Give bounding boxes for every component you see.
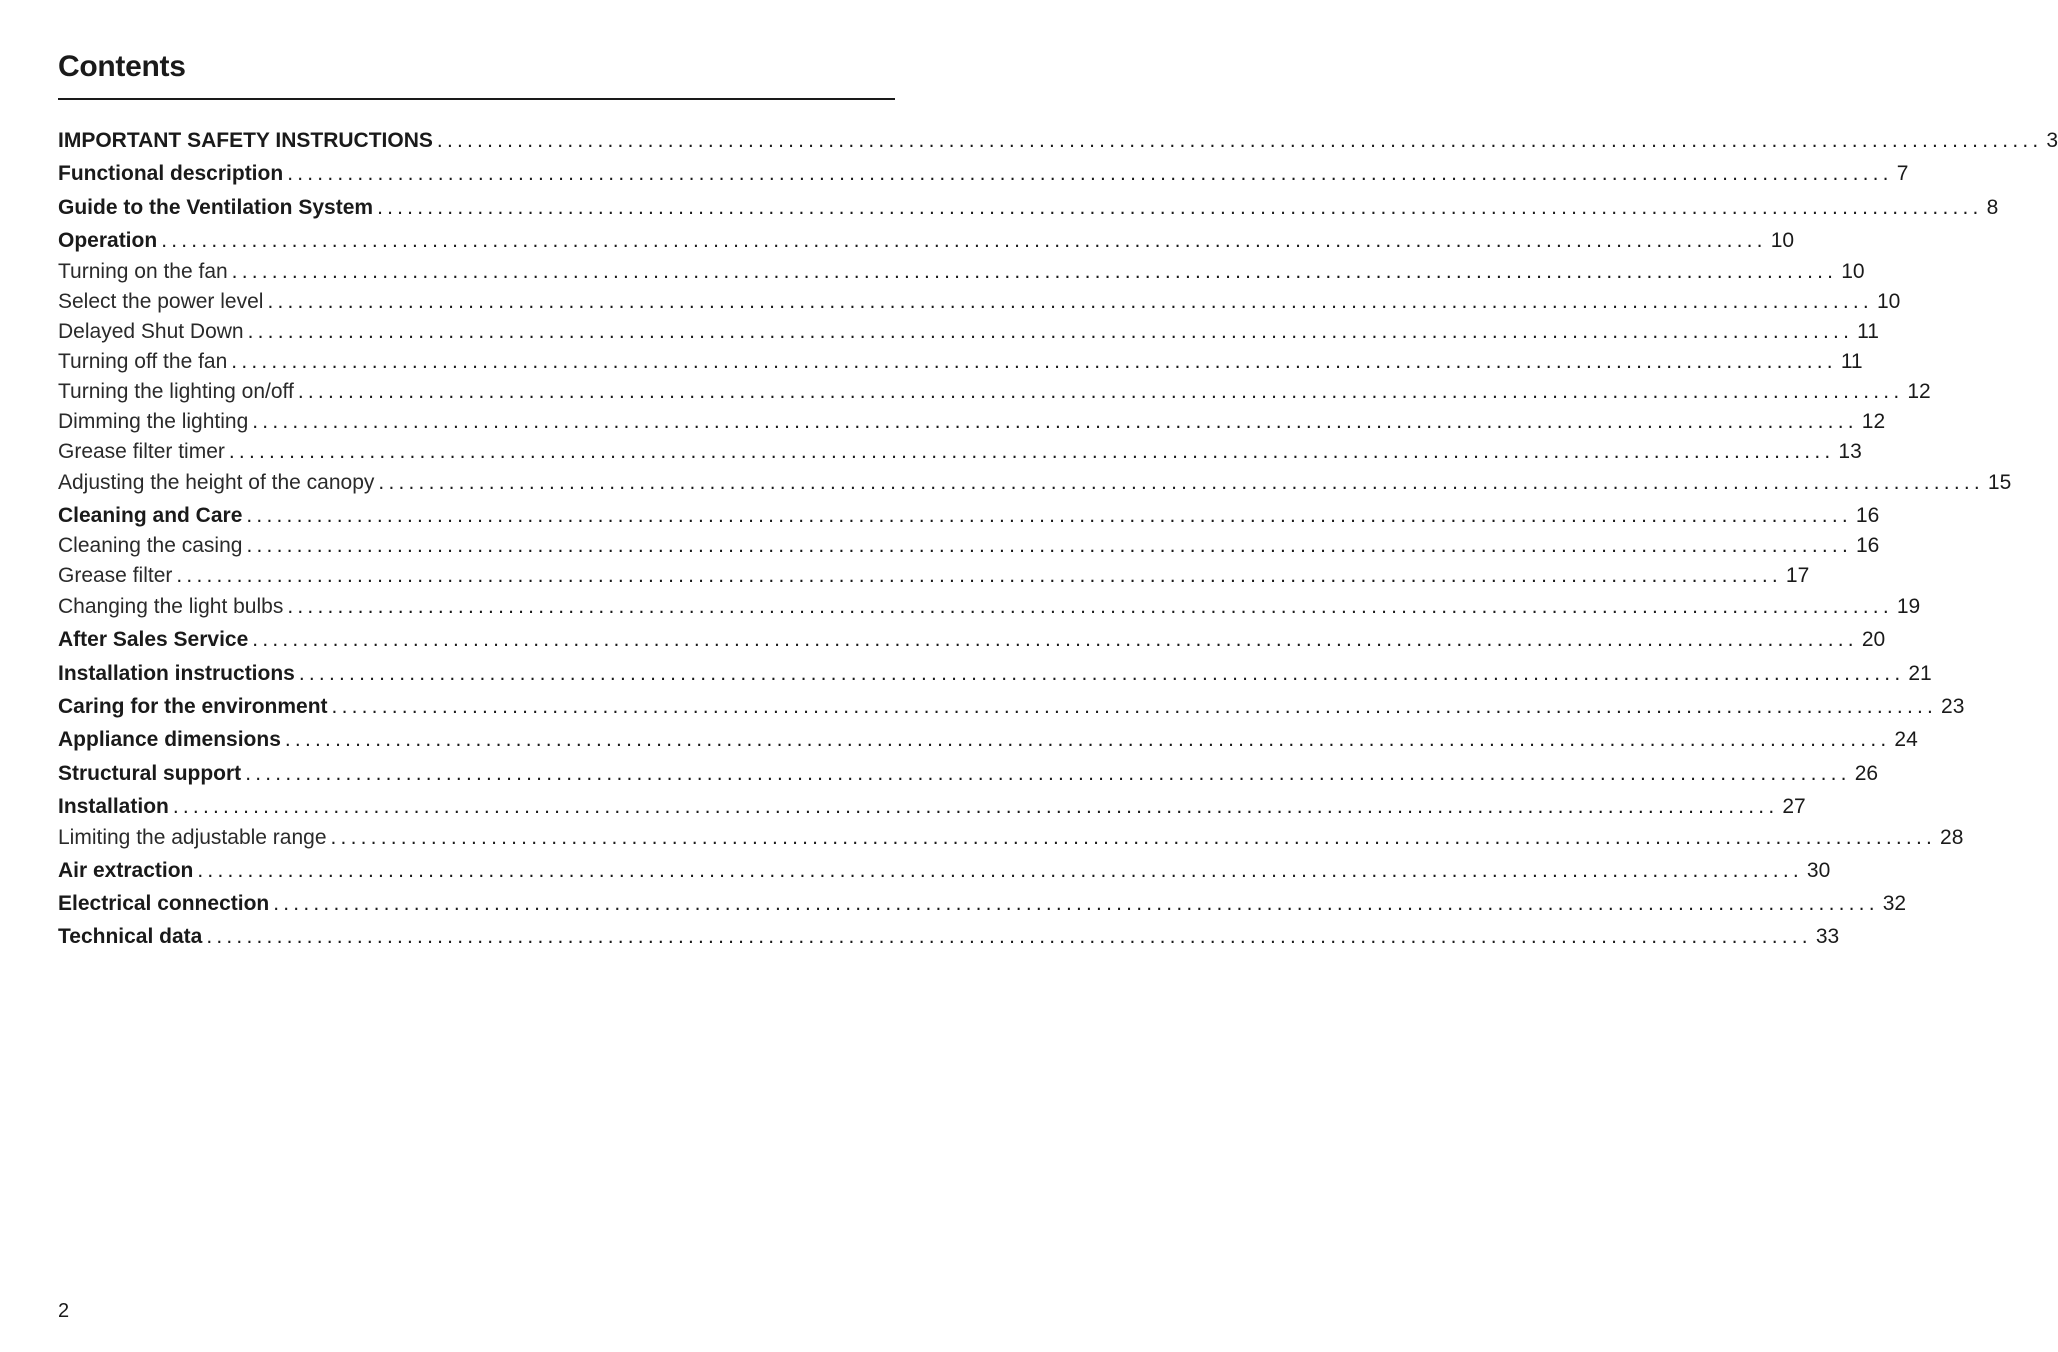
toc-dot-leader: ................................................................................................................................................................ — [377, 196, 1983, 219]
toc-dot-leader: ................................................................................................................................................................ — [231, 260, 1838, 283]
toc-entry[interactable] — [58, 562, 1810, 590]
toc-entry-label: Turning the lighting on/off — [58, 380, 294, 403]
toc-entry-page: 3 — [2046, 129, 2058, 152]
toc-entry-page: 15 — [1987, 471, 2012, 494]
toc-dot-leader: ................................................................................................................................................................ — [436, 129, 2043, 152]
toc-entry-label: Turning on the fan — [58, 260, 228, 283]
toc-dot-leader: ................................................................................................................................................................ — [197, 859, 1803, 882]
toc-dot-leader: ................................................................................................................................................................ — [297, 380, 1904, 403]
toc-dot-leader: ................................................................................................................................................................ — [231, 350, 1837, 373]
toc-entry-page: 24 — [1894, 728, 1918, 751]
toc-entry-label: IMPORTANT SAFETY INSTRUCTIONS — [58, 129, 433, 152]
toc-entry-page: 12 — [1907, 380, 1931, 403]
toc-entry[interactable] — [58, 502, 1880, 530]
toc-entry[interactable] — [58, 660, 1932, 688]
toc-entry-page: 21 — [1908, 662, 1932, 685]
toc-entry-page: 10 — [1841, 260, 1865, 283]
toc-entry-label: Installation — [58, 795, 169, 818]
toc-dot-leader: ................................................................................................................................................................ — [161, 229, 1767, 252]
toc-entry[interactable] — [58, 438, 1862, 466]
toc-entry-label: Guide to the Ventilation System — [58, 196, 374, 219]
toc-entry[interactable] — [58, 408, 1886, 436]
toc-dot-leader: ................................................................................................................................................................ — [267, 290, 1873, 313]
toc-entry-page: 17 — [1785, 564, 1810, 587]
toc-entry-label: Adjusting the height of the canopy — [58, 471, 375, 494]
toc-entry[interactable] — [58, 793, 1806, 821]
toc-entry-label: Limiting the adjustable range — [58, 826, 327, 849]
toc-entry[interactable] — [58, 160, 1909, 188]
toc-entry-page: 10 — [1876, 290, 1901, 313]
toc-entry[interactable] — [58, 469, 2012, 497]
toc-entry-page: 16 — [1855, 534, 1880, 557]
toc-entry-page: 33 — [1815, 925, 1840, 948]
toc-entry[interactable] — [58, 626, 1886, 654]
toc-entry[interactable] — [58, 726, 1918, 754]
toc-dot-leader: ................................................................................................................................................................ — [287, 595, 1893, 618]
toc-dot-leader: ................................................................................................................................................................ — [330, 826, 1937, 849]
toc-entry-page: 30 — [1806, 859, 1831, 882]
toc-entry[interactable] — [58, 318, 1879, 346]
toc-entry-page: 12 — [1861, 410, 1886, 433]
toc-entry[interactable] — [58, 760, 1879, 788]
toc-dot-leader: ................................................................................................................................................................ — [206, 925, 1812, 948]
toc-entry-label: Technical data — [58, 925, 203, 948]
toc-entry-label: Grease filter — [58, 564, 173, 587]
toc-entry-label: Installation instructions — [58, 662, 295, 685]
toc-entry-page: 11 — [1840, 350, 1863, 373]
toc-dot-leader: ................................................................................................................................................................ — [378, 471, 1984, 494]
page-title: Contents — [58, 50, 186, 83]
toc-entry-label: Appliance dimensions — [58, 728, 281, 751]
toc-entry-label: Operation — [58, 229, 158, 252]
toc-entry-label: Select the power level — [58, 290, 264, 313]
toc-entry-label: Turning off the fan — [58, 350, 228, 373]
toc-entry-page: 27 — [1782, 795, 1806, 818]
toc-entry[interactable] — [58, 258, 1865, 286]
toc-entry-page: 32 — [1882, 892, 1907, 915]
toc-entry[interactable] — [58, 693, 1965, 721]
toc-dot-leader: ................................................................................................................................................................ — [287, 162, 1893, 185]
toc-entry-label: After Sales Service — [58, 628, 249, 651]
toc-entry[interactable] — [58, 824, 1964, 852]
toc-dot-leader: ................................................................................................................................................................ — [246, 504, 1852, 527]
toc-entry[interactable] — [58, 127, 2058, 155]
toc-entry-label: Cleaning the casing — [58, 534, 243, 557]
toc-entry-page: 10 — [1770, 229, 1795, 252]
toc-entry-page: 23 — [1941, 695, 1965, 718]
toc-entry-label: Functional description — [58, 162, 284, 185]
toc-entry-label: Electrical connection — [58, 892, 270, 915]
toc-dot-leader: ................................................................................................................................................................ — [298, 662, 1905, 685]
toc-dot-leader: ................................................................................................................................................................ — [172, 795, 1779, 818]
toc-entry[interactable] — [58, 923, 1840, 951]
toc-entry[interactable] — [58, 288, 1901, 316]
toc-dot-leader: ................................................................................................................................................................ — [228, 440, 1835, 463]
toc-entry-page: 7 — [1896, 162, 1909, 185]
toc-entry-label: Changing the light bulbs — [58, 595, 284, 618]
toc-entry-label: Grease filter timer — [58, 440, 225, 463]
toc-entry[interactable] — [58, 857, 1831, 885]
page-number: 2 — [58, 1300, 70, 1322]
toc-dot-leader: ................................................................................................................................................................ — [247, 320, 1854, 343]
toc-dot-leader: ................................................................................................................................................................ — [176, 564, 1782, 587]
toc-dot-leader: ................................................................................................................................................................ — [284, 728, 1891, 751]
toc-entry-page: 13 — [1838, 440, 1862, 463]
toc-entry-label: Dimming the lighting — [58, 410, 249, 433]
toc-dot-leader: ................................................................................................................................................................ — [252, 410, 1858, 433]
toc-dot-leader: ................................................................................................................................................................ — [245, 762, 1851, 785]
toc-entry-label: Delayed Shut Down — [58, 320, 244, 343]
toc-entry-page: 16 — [1855, 504, 1880, 527]
toc-entry-label: Caring for the environment — [58, 695, 328, 718]
toc-dot-leader: ................................................................................................................................................................ — [252, 628, 1858, 651]
toc-entry[interactable] — [58, 532, 1880, 560]
toc-dot-leader: ................................................................................................................................................................ — [273, 892, 1879, 915]
toc-entry-label: Cleaning and Care — [58, 504, 243, 527]
toc-entry-label: Structural support — [58, 762, 242, 785]
toc-dot-leader: ................................................................................................................................................................ — [331, 695, 1938, 718]
toc-entry-label: Air extraction — [58, 859, 194, 882]
toc-entry[interactable] — [58, 227, 1795, 255]
toc-entry-page: 19 — [1896, 595, 1921, 618]
toc-entry[interactable] — [58, 890, 1907, 918]
toc-entry[interactable] — [58, 593, 1921, 621]
toc-entry-page: 8 — [1986, 196, 1999, 219]
toc-dot-leader: ................................................................................................................................................................ — [246, 534, 1852, 557]
toc-entry-page: 11 — [1857, 320, 1879, 343]
title-divider — [58, 98, 895, 100]
toc-entry[interactable] — [58, 378, 1931, 406]
toc-entry[interactable] — [58, 348, 1863, 376]
toc-entry-page: 28 — [1940, 826, 1964, 849]
toc-entry-page: 26 — [1854, 762, 1879, 785]
toc-entry-page: 20 — [1861, 628, 1886, 651]
toc-entry[interactable] — [58, 194, 1999, 222]
